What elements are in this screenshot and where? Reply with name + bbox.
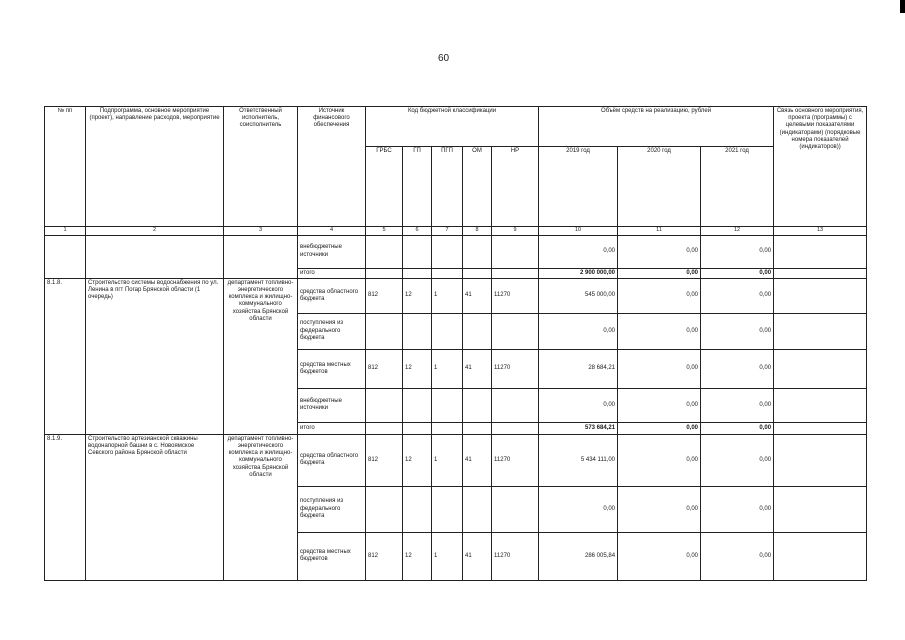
column-number: 8 <box>463 227 492 236</box>
column-number: 5 <box>366 227 403 236</box>
pgp-cell <box>432 422 463 434</box>
nr-cell <box>492 268 539 278</box>
nr-cell <box>492 313 539 349</box>
amount-2021-cell: 0,00 <box>701 313 774 349</box>
column-number: 9 <box>492 227 539 236</box>
header-volume: Объём средств на реализацию, рублей <box>539 107 774 147</box>
scan-edge-mark <box>900 0 905 13</box>
nr-cell: 11270 <box>492 349 539 388</box>
indicator-link-cell <box>774 388 867 422</box>
amount-2020-cell: 0,00 <box>618 388 701 422</box>
amount-2020-cell: 0,00 <box>618 486 701 532</box>
grbs-cell <box>366 486 403 532</box>
indicator-link-cell <box>774 278 867 313</box>
nr-cell <box>492 422 539 434</box>
om-cell <box>463 235 492 268</box>
item-number-cell: 8.1.8. <box>45 278 86 434</box>
nr-cell: 11270 <box>492 278 539 313</box>
column-number: 13 <box>774 227 867 236</box>
amount-2021-cell: 0,00 <box>701 388 774 422</box>
budget-table <box>44 106 867 581</box>
amount-2021-cell: 0,00 <box>701 235 774 268</box>
total-2019-cell: 2 900 000,00 <box>539 268 618 278</box>
total-2021-cell: 0,00 <box>701 268 774 278</box>
amount-2019-cell: 545 000,00 <box>539 278 618 313</box>
amount-2020-cell: 0,00 <box>618 313 701 349</box>
pgp-cell <box>432 268 463 278</box>
gp-cell: 12 <box>403 349 432 388</box>
pgp-cell <box>432 313 463 349</box>
program-cell <box>86 235 224 278</box>
grbs-cell: 812 <box>366 532 403 580</box>
gp-cell <box>403 268 432 278</box>
indicator-link-cell <box>774 349 867 388</box>
pgp-cell: 1 <box>432 434 463 486</box>
header-budget-code: Код бюджетной классификации <box>366 107 539 147</box>
item-number-cell: 8.1.9. <box>45 434 86 580</box>
amount-2019-cell: 0,00 <box>539 486 618 532</box>
grbs-cell <box>366 422 403 434</box>
amount-2020-cell: 0,00 <box>618 278 701 313</box>
amount-2020-cell: 0,00 <box>618 349 701 388</box>
header-indicator-link: Связь основного мероприятия, проекта (программы) с целевыми показателями (индикаторами) (порядковые номера показателей (индикаторов)) <box>774 107 867 227</box>
header-om: ОМ <box>463 147 492 227</box>
executor-cell: департамент топливно-энергетического комплекса и жилищно-коммунального хозяйства Брянской области <box>224 278 298 434</box>
pgp-cell <box>432 388 463 422</box>
table-row <box>45 434 867 486</box>
source-cell: внебюджетные источники <box>298 235 366 268</box>
amount-2021-cell: 0,00 <box>701 278 774 313</box>
header-gp: ГП <box>403 147 432 227</box>
source-cell: итого <box>298 422 366 434</box>
amount-2020-cell: 0,00 <box>618 434 701 486</box>
column-number: 4 <box>298 227 366 236</box>
pgp-cell <box>432 235 463 268</box>
program-cell: Строительство артезианской скважины водонапорной башни в с. Новоямское Севского района Брянской области <box>86 434 224 580</box>
amount-2021-cell: 0,00 <box>701 532 774 580</box>
gp-cell <box>403 422 432 434</box>
amount-2019-cell: 0,00 <box>539 388 618 422</box>
amount-2019-cell: 0,00 <box>539 313 618 349</box>
column-number: 1 <box>45 227 86 236</box>
grbs-cell: 812 <box>366 278 403 313</box>
om-cell <box>463 486 492 532</box>
om-cell <box>463 388 492 422</box>
column-numbers-row <box>45 227 867 236</box>
pgp-cell <box>432 486 463 532</box>
source-cell: средства областного бюджета <box>298 278 366 313</box>
header-source: Источник финансового обеспечения <box>298 107 366 227</box>
source-cell: поступления из федерального бюджета <box>298 313 366 349</box>
source-cell: средства областного бюджета <box>298 434 366 486</box>
pgp-cell: 1 <box>432 532 463 580</box>
nr-cell: 11270 <box>492 532 539 580</box>
nr-cell <box>492 235 539 268</box>
gp-cell <box>403 313 432 349</box>
grbs-cell <box>366 235 403 268</box>
total-2019-cell: 573 684,21 <box>539 422 618 434</box>
indicator-link-cell <box>774 434 867 486</box>
om-cell: 41 <box>463 349 492 388</box>
item-number-cell <box>45 235 86 278</box>
source-cell: средства местных бюджетов <box>298 349 366 388</box>
indicator-link-cell <box>774 313 867 349</box>
header-2021: 2021 год <box>701 147 774 227</box>
gp-cell: 12 <box>403 434 432 486</box>
source-cell: итого <box>298 268 366 278</box>
column-number: 3 <box>224 227 298 236</box>
gp-cell: 12 <box>403 532 432 580</box>
column-number: 7 <box>432 227 463 236</box>
source-cell: поступления из федерального бюджета <box>298 486 366 532</box>
amount-2019-cell: 286 005,84 <box>539 532 618 580</box>
indicator-link-cell <box>774 486 867 532</box>
amount-2020-cell: 0,00 <box>618 532 701 580</box>
om-cell <box>463 268 492 278</box>
amount-2019-cell: 0,00 <box>539 235 618 268</box>
amount-2021-cell: 0,00 <box>701 349 774 388</box>
column-number: 10 <box>539 227 618 236</box>
grbs-cell <box>366 268 403 278</box>
amount-2020-cell: 0,00 <box>618 235 701 268</box>
executor-cell <box>224 235 298 278</box>
nr-cell <box>492 486 539 532</box>
header-program: Подпрограмма, основное мероприятие (проект), направление расходов, мероприятие <box>86 107 224 227</box>
grbs-cell: 812 <box>366 434 403 486</box>
column-number: 6 <box>403 227 432 236</box>
om-cell: 41 <box>463 278 492 313</box>
header-pgp: ПГП <box>432 147 463 227</box>
header-grbs: ГРБС <box>366 147 403 227</box>
header-number: № пп <box>45 107 86 227</box>
gp-cell <box>403 486 432 532</box>
gp-cell <box>403 235 432 268</box>
column-number: 11 <box>618 227 701 236</box>
nr-cell <box>492 388 539 422</box>
grbs-cell <box>366 388 403 422</box>
indicator-link-cell <box>774 235 867 268</box>
header-row <box>45 107 867 147</box>
table-row <box>45 235 867 268</box>
pgp-cell: 1 <box>432 278 463 313</box>
om-cell <box>463 422 492 434</box>
pgp-cell: 1 <box>432 349 463 388</box>
indicator-link-cell <box>774 532 867 580</box>
gp-cell: 12 <box>403 278 432 313</box>
amount-2019-cell: 28 684,21 <box>539 349 618 388</box>
om-cell <box>463 313 492 349</box>
executor-cell: департамент топливно-энергетического комплекса и жилищно-коммунального хозяйства Брянской области <box>224 434 298 580</box>
indicator-link-cell <box>774 268 867 278</box>
indicator-link-cell <box>774 422 867 434</box>
header-2019: 2019 год <box>539 147 618 227</box>
amount-2019-cell: 5 434 111,00 <box>539 434 618 486</box>
om-cell: 41 <box>463 434 492 486</box>
om-cell: 41 <box>463 532 492 580</box>
total-2020-cell: 0,00 <box>618 268 701 278</box>
grbs-cell <box>366 313 403 349</box>
page-number: 60 <box>438 53 450 64</box>
total-2021-cell: 0,00 <box>701 422 774 434</box>
amount-2021-cell: 0,00 <box>701 434 774 486</box>
header-2020: 2020 год <box>618 147 701 227</box>
header-executor: Ответственный исполнитель, соисполнитель <box>224 107 298 227</box>
header-nr: НР <box>492 147 539 227</box>
gp-cell <box>403 388 432 422</box>
program-cell: Строительство системы водоснабжения по ул. Ленина в пгт Погар Брянской области (1 очередь) <box>86 278 224 434</box>
source-cell: средства местных бюджетов <box>298 532 366 580</box>
column-number: 12 <box>701 227 774 236</box>
source-cell: внебюджетные источники <box>298 388 366 422</box>
grbs-cell: 812 <box>366 349 403 388</box>
column-number: 2 <box>86 227 224 236</box>
amount-2021-cell: 0,00 <box>701 486 774 532</box>
nr-cell: 11270 <box>492 434 539 486</box>
table-row <box>45 278 867 313</box>
total-2020-cell: 0,00 <box>618 422 701 434</box>
